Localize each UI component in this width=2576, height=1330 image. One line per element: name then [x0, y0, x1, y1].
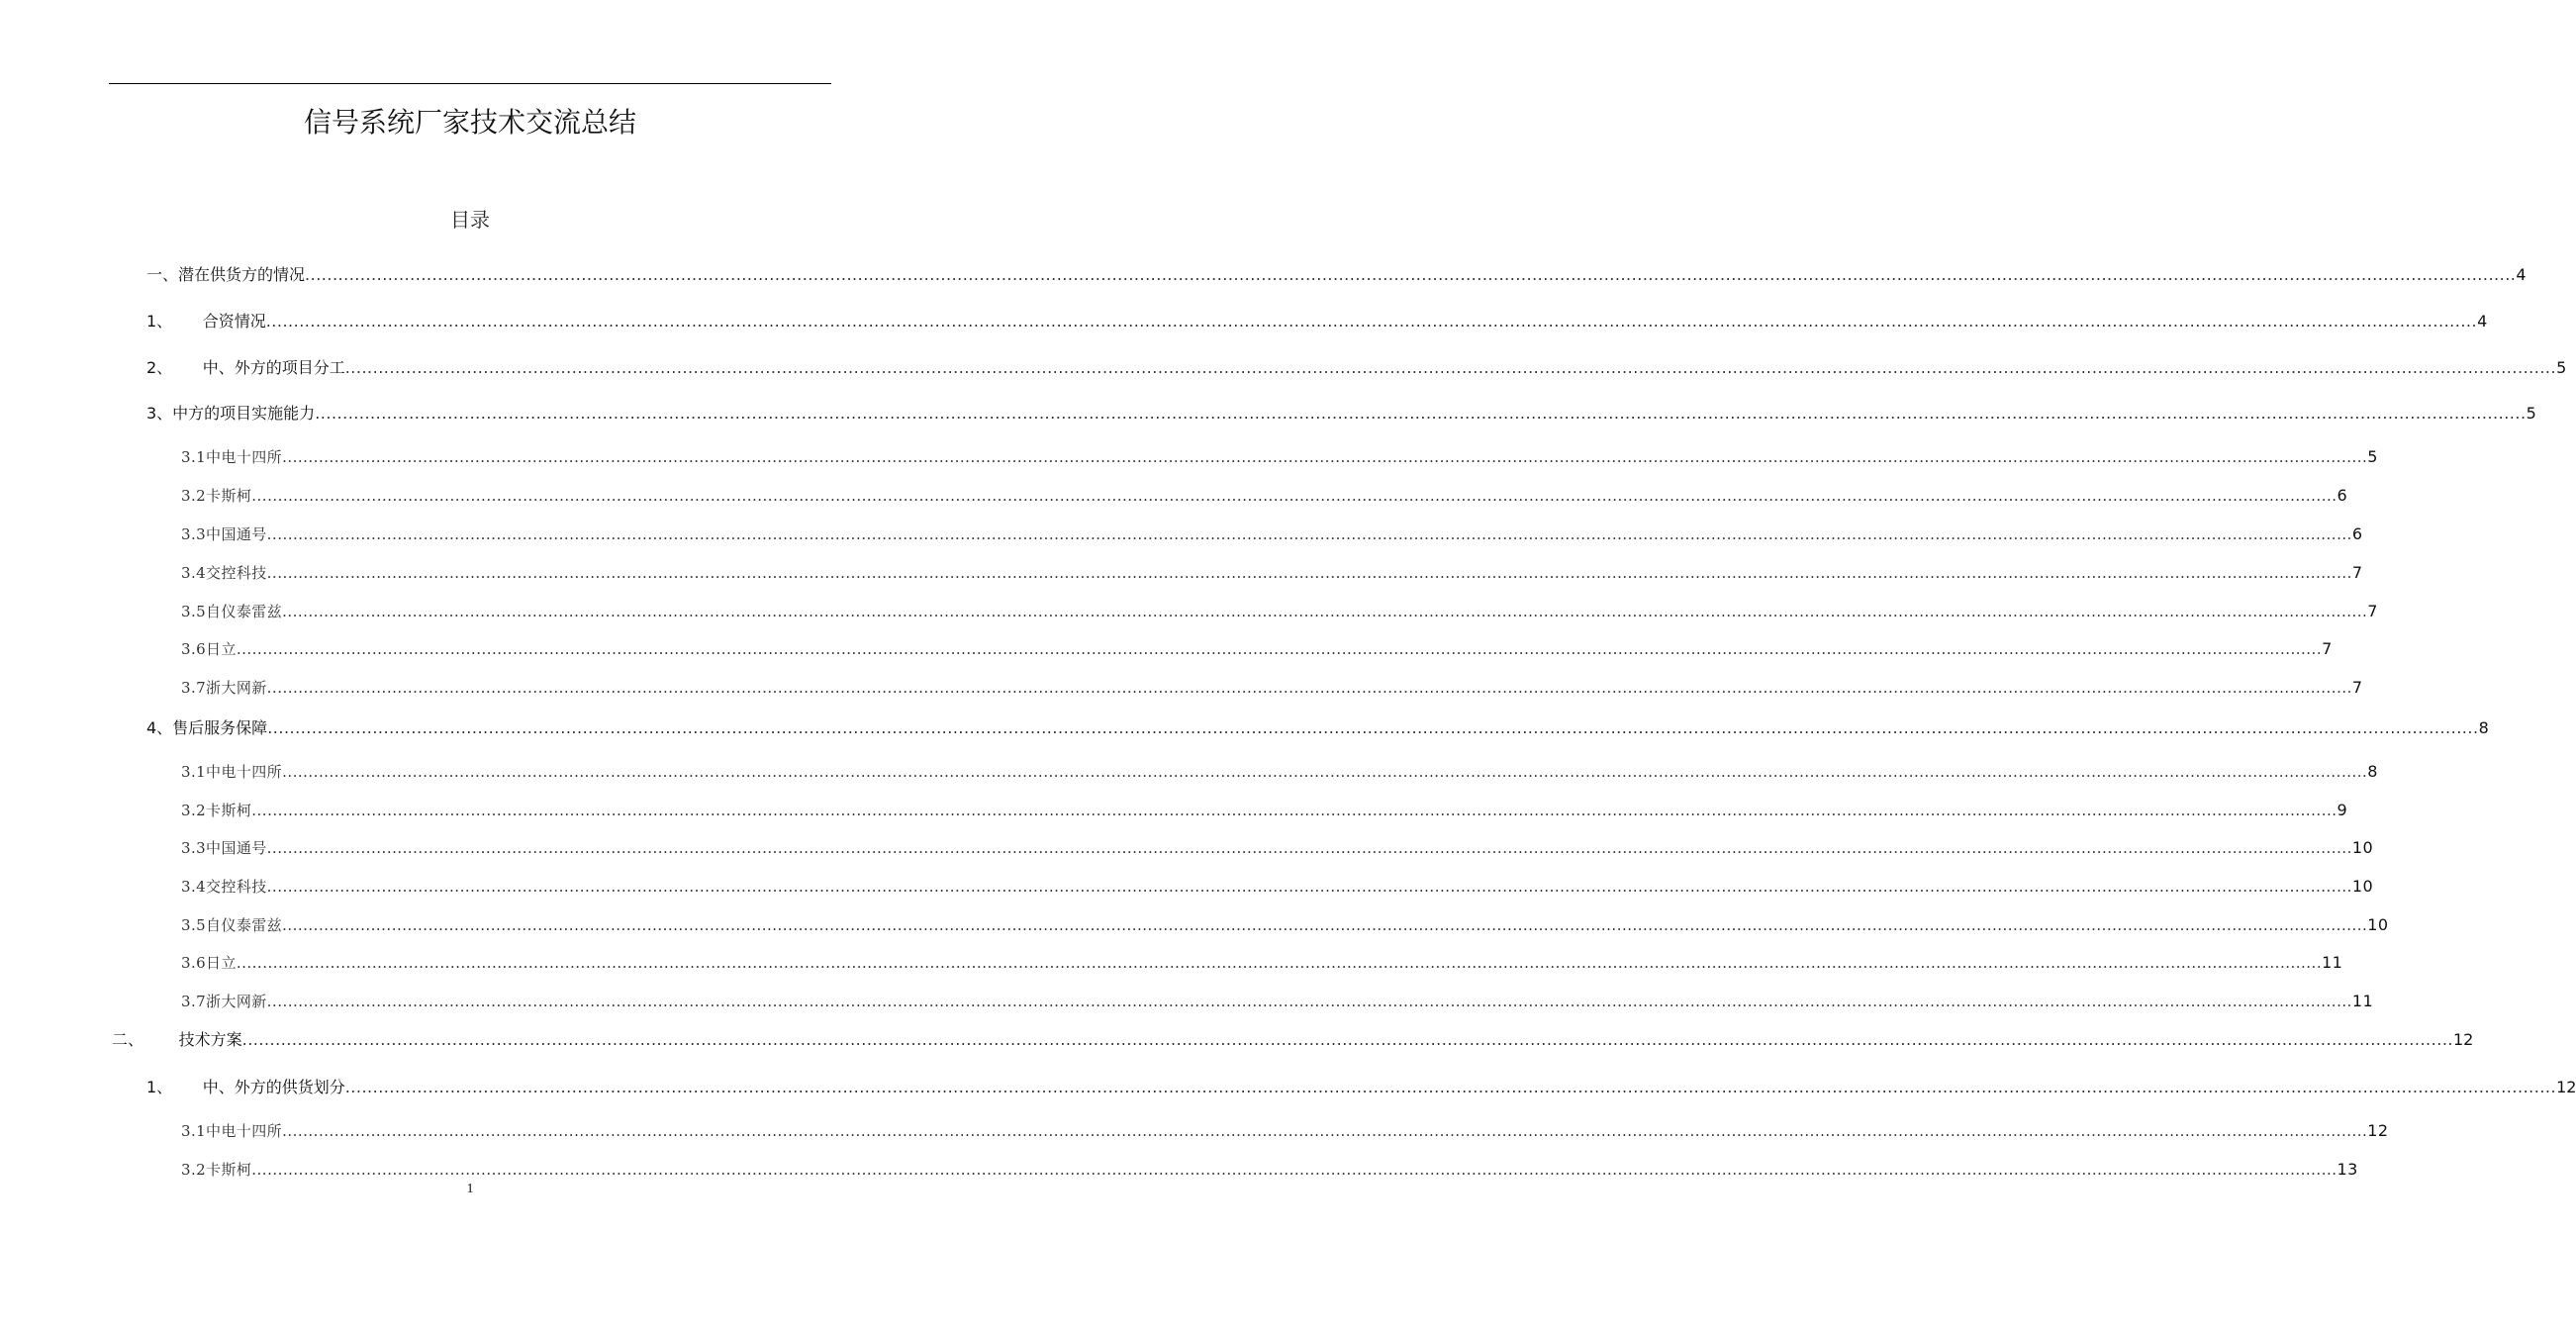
toc-entry[interactable]	[181, 760, 2378, 784]
toc-entry[interactable]	[181, 445, 2378, 469]
toc-entry[interactable]	[181, 913, 2389, 937]
toc-entry-page: 4	[2477, 312, 2488, 331]
toc-entry[interactable]	[146, 402, 2536, 426]
toc-entry-label: 2、 中、外方的项目分工	[146, 358, 345, 377]
toc-entry[interactable]	[181, 600, 2378, 623]
toc-entry-page: 6	[2337, 486, 2348, 505]
toc-entry[interactable]	[181, 522, 2363, 546]
toc-entry[interactable]	[181, 990, 2374, 1013]
toc-heading: 目录	[450, 208, 490, 232]
toc-entry-label: 3.5自仪泰雷兹	[181, 916, 283, 934]
toc-entry[interactable]	[146, 310, 2488, 333]
toc-entry-page: 12	[2556, 1078, 2576, 1096]
toc-entry-page: 8	[2367, 762, 2378, 781]
toc-entry-label: 3.4交控科技	[181, 878, 267, 896]
toc-entry-label: 3.2卡斯柯	[181, 802, 252, 819]
toc-entry-page: 7	[2351, 678, 2363, 697]
toc-entry[interactable]	[181, 637, 2333, 661]
toc-entry-label: 3.7浙大网新	[181, 679, 267, 697]
toc-entry[interactable]	[146, 716, 2489, 740]
toc-entry-label: 3.6日立	[181, 954, 237, 972]
toc-dot-leader: ................................................................................................................................................................................................................................................................................................................................................................................................................	[305, 265, 2517, 284]
toc-dot-leader: ................................................................................................................................................................................................................................................................................................................................................................................................................	[282, 603, 2368, 620]
toc-entry-label: 3.2卡斯柯	[181, 1161, 252, 1179]
toc-dot-leader: ................................................................................................................................................................................................................................................................................................................................................................................................................	[315, 404, 2527, 423]
toc-dot-leader: ................................................................................................................................................................................................................................................................................................................................................................................................................	[266, 564, 2352, 582]
toc-entry-label: 一、潜在供货方的情况	[146, 265, 306, 284]
toc-dot-leader: ................................................................................................................................................................................................................................................................................................................................................................................................................	[266, 839, 2352, 857]
toc-dot-leader: ................................................................................................................................................................................................................................................................................................................................................................................................................	[344, 1078, 2557, 1096]
toc-dot-leader: ................................................................................................................................................................................................................................................................................................................................................................................................................	[251, 802, 2337, 819]
toc-entry[interactable]	[181, 676, 2363, 700]
toc-entry-label: 3.1中电十四所	[181, 1122, 283, 1140]
toc-entry-page: 7	[2322, 639, 2333, 658]
toc-entry[interactable]	[181, 1158, 2358, 1182]
toc-entry[interactable]	[181, 561, 2363, 585]
toc-entry[interactable]	[181, 875, 2374, 899]
toc-entry-page: 11	[2351, 992, 2374, 1010]
toc-dot-leader: ................................................................................................................................................................................................................................................................................................................................................................................................................	[266, 525, 2352, 543]
toc-dot-leader: ................................................................................................................................................................................................................................................................................................................................................................................................................	[282, 916, 2368, 934]
toc-entry-page: 5	[2556, 358, 2567, 377]
toc-entry-label: 3.6日立	[181, 640, 237, 658]
toc-dot-leader: ................................................................................................................................................................................................................................................................................................................................................................................................................	[266, 878, 2352, 896]
toc-entry[interactable]	[181, 799, 2348, 822]
toc-entry[interactable]	[181, 1119, 2389, 1143]
toc-entry-page: 6	[2351, 524, 2363, 543]
toc-entry-label: 3.3中国通号	[181, 839, 267, 857]
toc-dot-leader: ................................................................................................................................................................................................................................................................................................................................................................................................................	[251, 1161, 2337, 1179]
toc-entry-page: 7	[2351, 563, 2363, 582]
toc-entry[interactable]	[146, 1076, 2576, 1099]
toc-entry-label: 二、 技术方案	[112, 1030, 242, 1049]
toc-entry-page: 10	[2351, 877, 2374, 896]
toc-dot-leader: ................................................................................................................................................................................................................................................................................................................................................................................................................	[265, 312, 2478, 331]
toc-entry-page: 13	[2337, 1160, 2358, 1179]
toc-entry-label: 3、中方的项目实施能力	[146, 404, 316, 423]
toc-dot-leader: ................................................................................................................................................................................................................................................................................................................................................................................................................	[236, 640, 2323, 658]
toc-dot-leader: ................................................................................................................................................................................................................................................................................................................................................................................................................	[282, 763, 2368, 781]
page-number: 1	[466, 1182, 474, 1196]
toc-entry-page: 11	[2322, 953, 2343, 972]
toc-entry[interactable]	[146, 263, 2527, 287]
toc-entry-label: 3.7浙大网新	[181, 993, 267, 1010]
toc-entry-page: 12	[2452, 1030, 2474, 1049]
toc-entry-label: 4、售后服务保障	[146, 718, 268, 737]
toc-entry-page: 5	[2526, 404, 2536, 423]
toc-entry-page: 7	[2367, 602, 2378, 620]
toc-dot-leader: ................................................................................................................................................................................................................................................................................................................................................................................................................	[344, 358, 2557, 377]
toc-entry-label: 3.3中国通号	[181, 525, 267, 543]
toc-entry-label: 1、 合资情况	[146, 312, 266, 331]
toc-dot-leader: ................................................................................................................................................................................................................................................................................................................................................................................................................	[282, 448, 2368, 466]
toc-entry-page: 8	[2478, 718, 2489, 737]
toc-entry[interactable]	[181, 836, 2374, 860]
toc-entry-label: 3.5自仪泰雷兹	[181, 603, 283, 620]
toc-dot-leader: ................................................................................................................................................................................................................................................................................................................................................................................................................	[267, 718, 2479, 737]
toc-entry-page: 9	[2337, 801, 2348, 819]
toc-entry-page: 10	[2351, 838, 2374, 857]
toc-entry[interactable]	[146, 356, 2567, 380]
toc-entry-label: 1、 中、外方的供货划分	[146, 1078, 345, 1096]
toc-entry-page: 12	[2367, 1121, 2389, 1140]
toc-dot-leader: ................................................................................................................................................................................................................................................................................................................................................................................................................	[282, 1122, 2368, 1140]
toc-entry-page: 4	[2516, 265, 2527, 284]
toc-entry-page: 5	[2367, 447, 2378, 466]
toc-dot-leader: ................................................................................................................................................................................................................................................................................................................................................................................................................	[241, 1030, 2453, 1049]
toc-dot-leader: ................................................................................................................................................................................................................................................................................................................................................................................................................	[251, 487, 2337, 505]
toc-entry-label: 3.1中电十四所	[181, 448, 283, 466]
toc-dot-leader: ................................................................................................................................................................................................................................................................................................................................................................................................................	[236, 954, 2323, 972]
document-title: 信号系统厂家技术交流总结	[303, 106, 636, 139]
toc-entry-label: 3.1中电十四所	[181, 763, 283, 781]
toc-entry-page: 10	[2367, 915, 2389, 934]
toc-entry-label: 3.4交控科技	[181, 564, 267, 582]
toc-entry[interactable]	[181, 484, 2348, 508]
toc-dot-leader: ................................................................................................................................................................................................................................................................................................................................................................................................................	[266, 993, 2352, 1010]
toc-dot-leader: ................................................................................................................................................................................................................................................................................................................................................................................................................	[266, 679, 2352, 697]
header-rule	[109, 83, 831, 84]
toc-entry-label: 3.2卡斯柯	[181, 487, 252, 505]
toc-entry[interactable]	[112, 1028, 2474, 1052]
toc-entry[interactable]	[181, 951, 2343, 975]
